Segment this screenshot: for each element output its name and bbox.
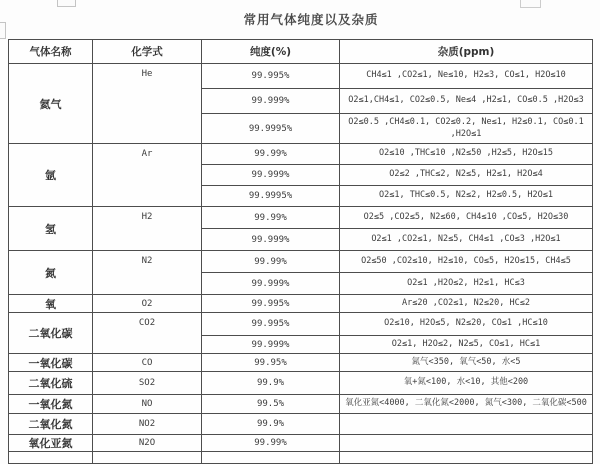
header-formula: 化学式 xyxy=(93,40,202,64)
impurities-cell: O2≤1,CH4≤1, CO2≤0.5, Ne≤4 ,H2≤1, CO≤0.5 ,H2O≤3 xyxy=(340,89,593,114)
impurities-cell: O2≤2 ,THC≤2, N2≤5, H2≤1, H2O≤4 xyxy=(340,165,593,186)
impurities-cell: 氮气<350, 氧气<50, 水<5 xyxy=(340,354,593,372)
header-purity: 纯度(%) xyxy=(202,40,340,64)
formula-cell: Ar xyxy=(93,144,202,207)
formula-cell: CO2 xyxy=(93,313,202,354)
formula-cell: H2 xyxy=(93,207,202,251)
impurities-cell xyxy=(340,435,593,452)
impurities-cell: O2≤1, H2O≤2, N2≤5, CO≤1, HC≤1 xyxy=(340,336,593,354)
gas-name-cell: 氧 xyxy=(9,295,93,313)
formula-cell: He xyxy=(93,64,202,144)
purity-cell: 99.995% xyxy=(202,313,340,336)
formula-cell: N2O xyxy=(93,435,202,452)
formula-cell: O2 xyxy=(93,295,202,313)
gas-name-cell: 二氧化硫 xyxy=(9,372,93,395)
impurities-cell: O2≤50 ,CO2≤10, H2≤10, CO≤5, H2O≤15, CH4≤5 xyxy=(340,251,593,273)
table-row xyxy=(9,354,593,372)
table-row xyxy=(9,372,593,395)
purity-cell: 99.999% xyxy=(202,165,340,186)
table-row xyxy=(9,295,593,313)
header-gas-name: 气体名称 xyxy=(9,40,93,64)
table-row xyxy=(9,313,593,336)
resize-handle-artifact xyxy=(520,0,541,8)
table-row xyxy=(9,251,593,273)
impurities-cell: O2≤1, THC≤0.5, N2≤2, H2≤0.5, H2O≤1 xyxy=(340,186,593,207)
resize-handle-artifact xyxy=(57,0,76,7)
gas-name-cell: 二氧化碳 xyxy=(9,313,93,354)
purity-cell: 99.9995% xyxy=(202,186,340,207)
impurities-cell xyxy=(340,414,593,435)
formula-cell: NO xyxy=(93,395,202,414)
gas-name-cell: 氦气 xyxy=(9,64,93,144)
table-row xyxy=(9,395,593,414)
gas-purity-table xyxy=(8,39,593,464)
purity-cell: 99.995% xyxy=(202,295,340,313)
page-title: 常用气体纯度以及杂质 xyxy=(243,12,379,27)
impurities-cell xyxy=(340,452,593,464)
impurities-cell: O2≤10 ,THC≤10 ,N2≤50 ,H2≤5, H2O≤15 xyxy=(340,144,593,165)
resize-handle-artifact xyxy=(0,22,6,39)
purity-cell: 99.99% xyxy=(202,207,340,229)
gas-name-cell: 氢 xyxy=(9,207,93,251)
impurities-cell: O2≤10, H2O≤5, N2≤20, CO≤1 ,HC≤10 xyxy=(340,313,593,336)
purity-cell: 99.999% xyxy=(202,336,340,354)
table-row xyxy=(9,144,593,165)
purity-cell: 99.99% xyxy=(202,251,340,273)
purity-cell: 99.99% xyxy=(202,144,340,165)
gas-name-cell: 氩 xyxy=(9,144,93,207)
impurities-cell: O2≤0.5 ,CH4≤0.1, CO2≤0.2, Ne≤1, H2≤0.1, CO≤0.1 ,H2O≤1 xyxy=(340,114,593,144)
purity-cell: 99.5% xyxy=(202,395,340,414)
gas-name-cell: 氧化亚氮 xyxy=(9,435,93,452)
formula-cell xyxy=(93,452,202,464)
impurities-cell: O2≤1 ,CO2≤1, N2≤5, CH4≤1 ,CO≤3 ,H2O≤1 xyxy=(340,229,593,251)
gas-name-cell: 二氧化氮 xyxy=(9,414,93,435)
purity-cell: 99.999% xyxy=(202,229,340,251)
table-row xyxy=(9,64,593,89)
impurities-cell: O2≤1 ,H2O≤2, H2≤1, HC≤3 xyxy=(340,273,593,295)
purity-cell: 99.99% xyxy=(202,435,340,452)
gas-name-cell: 氮 xyxy=(9,251,93,295)
table-row xyxy=(9,207,593,229)
purity-cell: 99.9995% xyxy=(202,114,340,144)
table-row xyxy=(9,435,593,452)
purity-cell: 99.999% xyxy=(202,273,340,295)
purity-cell: 99.9% xyxy=(202,372,340,395)
purity-cell: 99.995% xyxy=(202,64,340,89)
purity-cell: 99.95% xyxy=(202,354,340,372)
formula-cell: NO2 xyxy=(93,414,202,435)
formula-cell: SO2 xyxy=(93,372,202,395)
table-row xyxy=(9,414,593,435)
gas-name-cell xyxy=(9,452,93,464)
purity-cell xyxy=(202,452,340,464)
formula-cell: CO xyxy=(93,354,202,372)
impurities-cell: 氧化亚氮<4000, 二氧化氮<2000, 氮气<300, 二氧化碳<500 xyxy=(340,395,593,414)
gas-name-cell: 一氧化氮 xyxy=(9,395,93,414)
formula-cell: N2 xyxy=(93,251,202,295)
impurities-cell: O2≤5 ,CO2≤5, N2≤60, CH4≤10 ,CO≤5, H2O≤30 xyxy=(340,207,593,229)
gas-name-cell: 一氧化碳 xyxy=(9,354,93,372)
header-row xyxy=(9,40,593,64)
impurities-cell: 氧+氮<100, 水<10, 其他<200 xyxy=(340,372,593,395)
impurities-cell: Ar≤20 ,CO2≤1, N2≤20, HC≤2 xyxy=(340,295,593,313)
table-row-partial xyxy=(9,452,593,464)
header-impurities: 杂质(ppm) xyxy=(340,40,593,64)
purity-cell: 99.9% xyxy=(202,414,340,435)
purity-cell: 99.999% xyxy=(202,89,340,114)
impurities-cell: CH4≤1 ,CO2≤1, Ne≤10, H2≤3, CO≤1, H2O≤10 xyxy=(340,64,593,89)
